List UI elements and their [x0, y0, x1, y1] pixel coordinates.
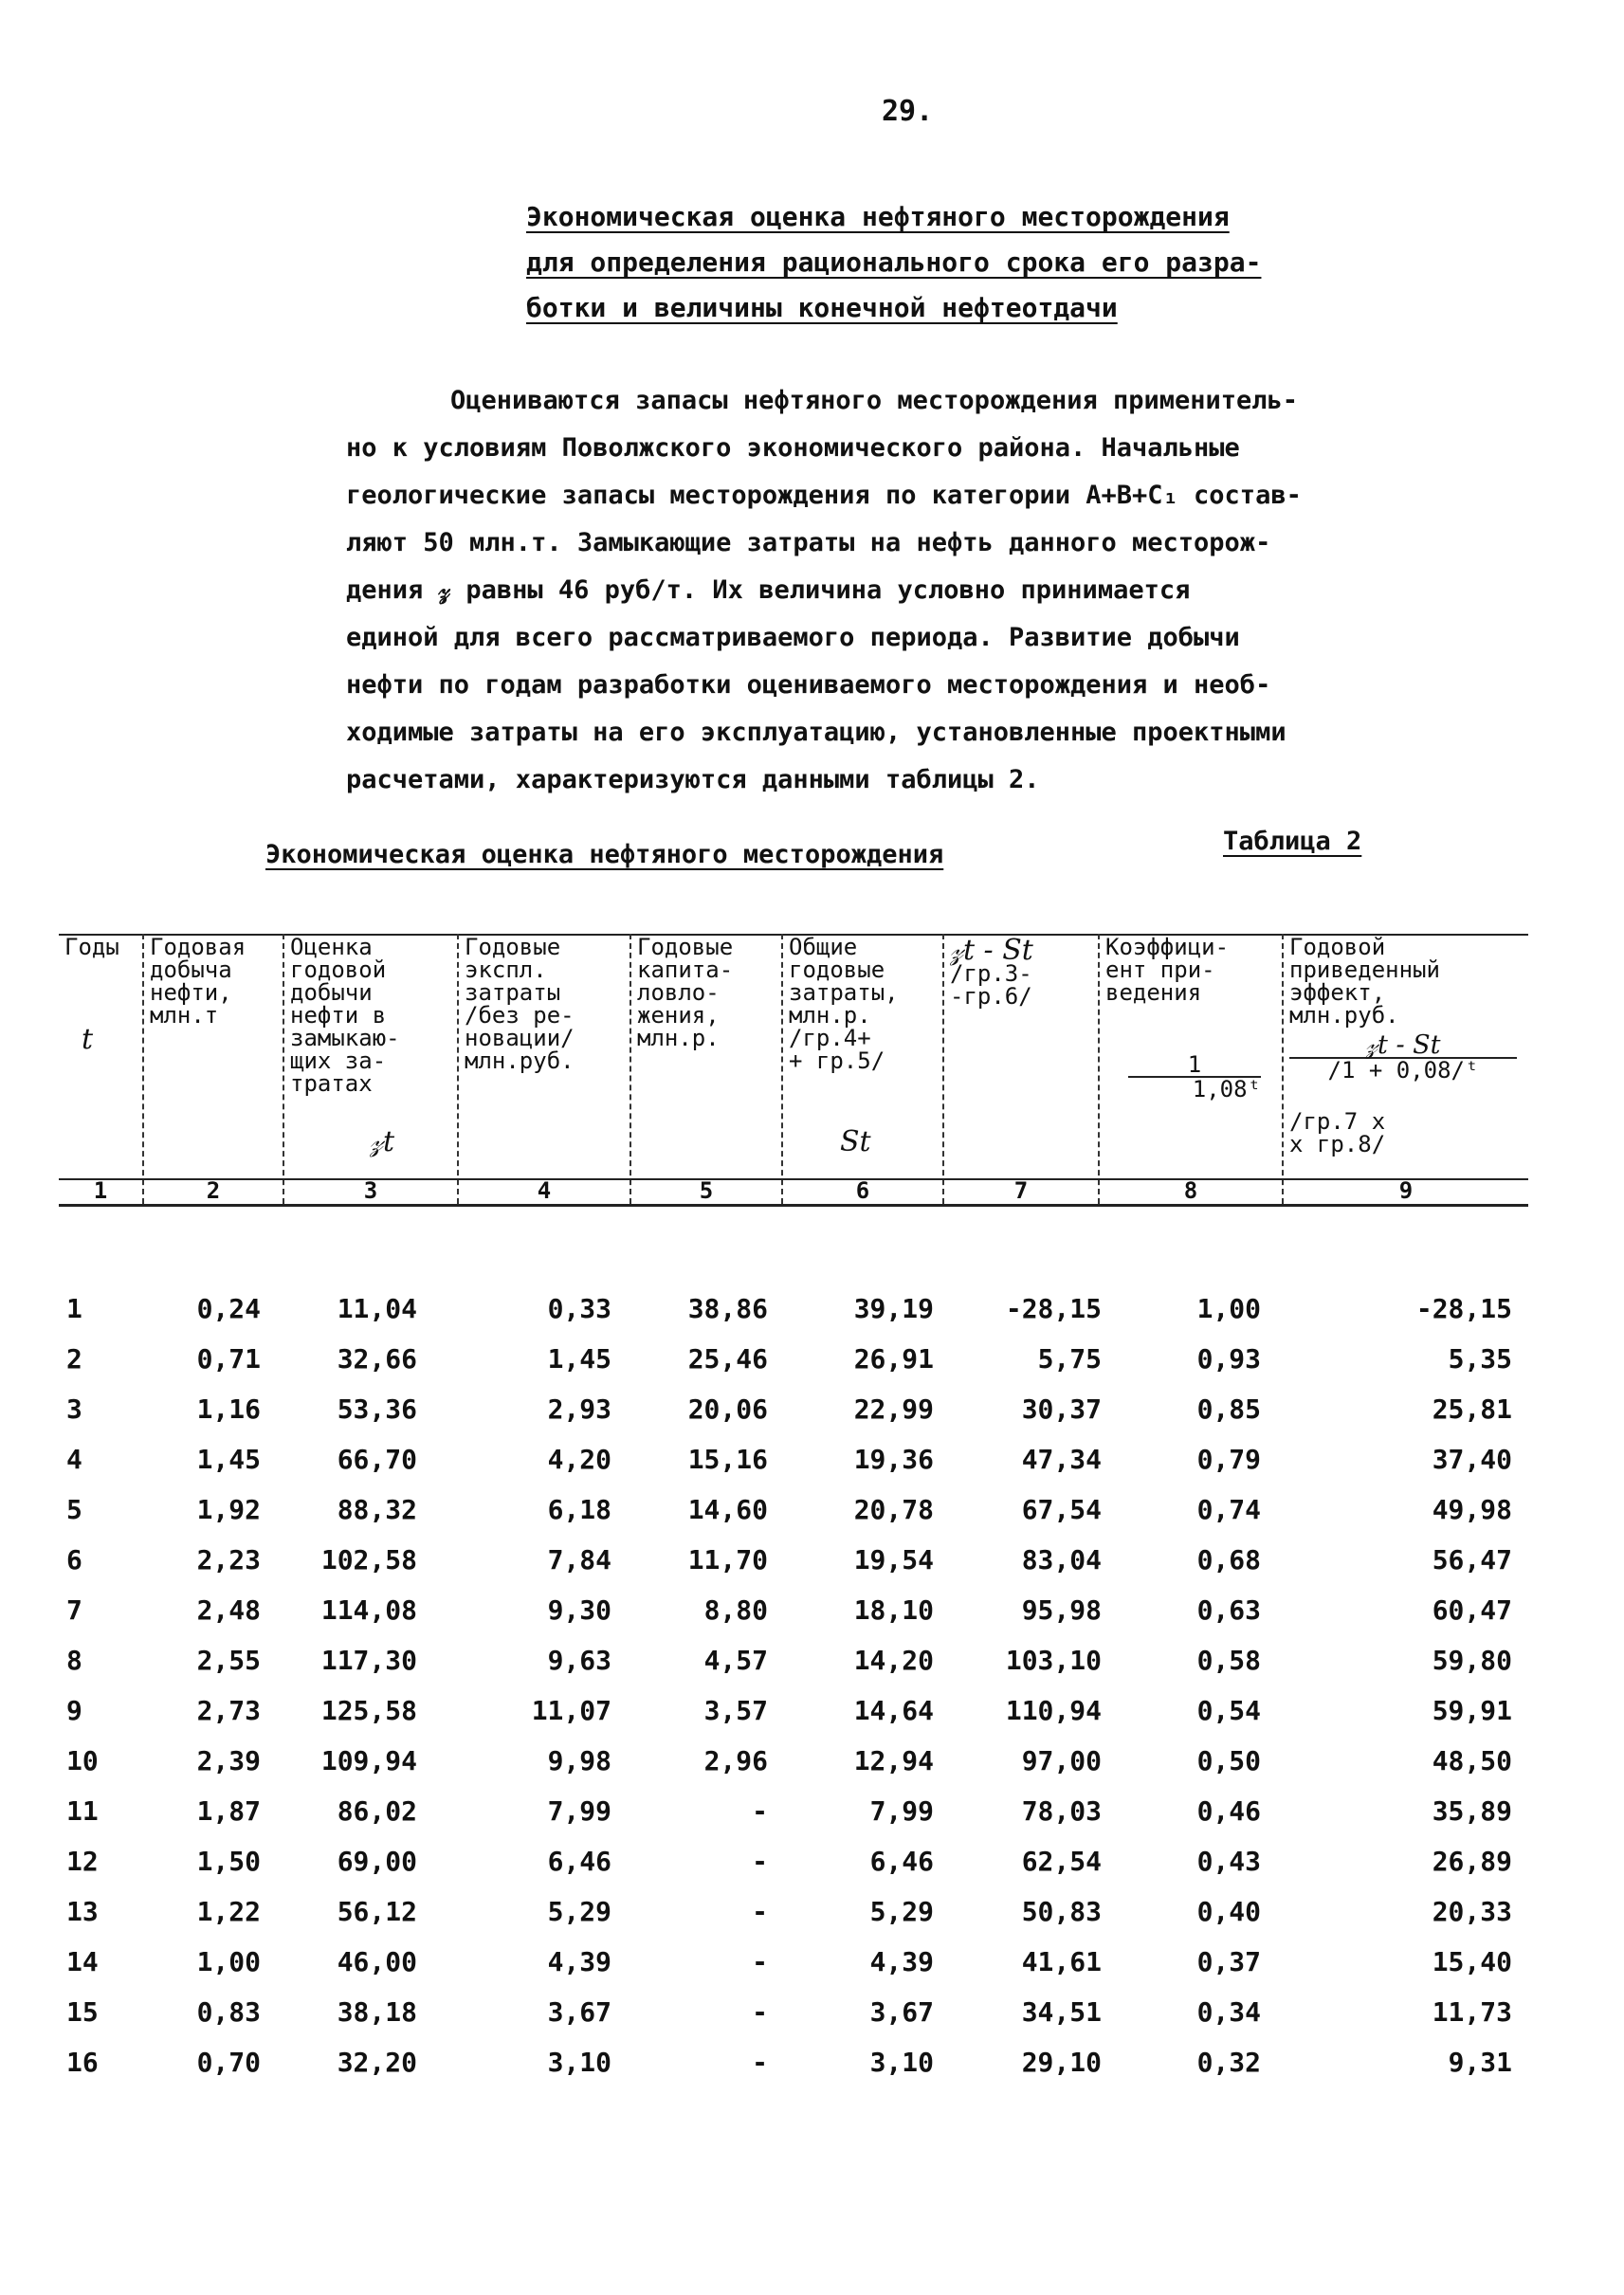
- header-text: Годовые экспл. затраты /без ре- новации/ млн.руб.: [465, 934, 575, 1074]
- fraction-numerator: 1: [1187, 1051, 1202, 1078]
- table-cell: 0,85: [1196, 1393, 1261, 1425]
- table-cell: 26,91: [853, 1343, 934, 1375]
- table-cell: 38,18: [337, 1996, 417, 2028]
- table-cell: 2,93: [547, 1393, 611, 1425]
- column-number: 7: [1013, 1177, 1029, 1204]
- paragraph-line: ходимые затраты на его эксплуатацию, установленные проектными: [346, 718, 1286, 747]
- table-cell: 3,57: [703, 1695, 768, 1726]
- table-cell: -28,15: [1415, 1293, 1512, 1324]
- table-cell: 97,00: [1021, 1745, 1102, 1776]
- header-text: Общие годовые затраты, млн.р. /гр.4+ + гр.5/: [789, 934, 899, 1074]
- table-row: [0, 1594, 1624, 1645]
- table-cell: 47,34: [1021, 1444, 1102, 1475]
- table-cell: 3,10: [547, 2047, 611, 2078]
- fraction-numerator: 𝓏t - St: [1365, 1030, 1441, 1060]
- table-cell: 3,10: [869, 2047, 934, 2078]
- table-cell: 0,34: [1196, 1996, 1261, 2028]
- table-row: [0, 1393, 1624, 1444]
- table-cell: 95,98: [1021, 1594, 1102, 1626]
- table-cell: 0,40: [1196, 1896, 1261, 1927]
- table-cell: 1,16: [196, 1393, 261, 1425]
- table-cell: 7,84: [547, 1544, 611, 1576]
- table-cell: 14,20: [853, 1645, 934, 1676]
- table-cell: 4,57: [703, 1645, 768, 1676]
- table-cell: 1,22: [196, 1896, 261, 1927]
- table-caption: Экономическая оценка нефтяного месторождения: [265, 840, 944, 869]
- table-cell: 5,29: [547, 1896, 611, 1927]
- table-row: [0, 1946, 1624, 1996]
- table-cell: 14,64: [853, 1695, 934, 1726]
- table-cell: 8: [66, 1645, 82, 1676]
- header-number-rule-bottom: [59, 1204, 1528, 1207]
- header-symbol-t: t: [82, 1023, 94, 1056]
- header-text: Оценка годовой добычи нефти в замыкаю- щих за- тратах: [290, 934, 400, 1097]
- table-cell: 1,50: [196, 1846, 261, 1877]
- column-number: 1: [93, 1177, 108, 1204]
- column-number: 9: [1398, 1177, 1414, 1204]
- table-cell: 12,94: [853, 1745, 934, 1776]
- table-cell: 20,33: [1432, 1896, 1512, 1927]
- table-cell: 1,92: [196, 1494, 261, 1525]
- table-cell: 0,32: [1196, 2047, 1261, 2078]
- table-cell: 15,16: [687, 1444, 768, 1475]
- table-cell: 50,83: [1021, 1896, 1102, 1927]
- table-cell: 9,31: [1448, 2047, 1512, 2078]
- table-row: [0, 1846, 1624, 1896]
- table-cell: 1,00: [1196, 1293, 1261, 1324]
- table-cell: 30,37: [1021, 1393, 1102, 1425]
- table-row: [0, 1544, 1624, 1594]
- table-cell: 83,04: [1021, 1544, 1102, 1576]
- header-col-years: [59, 934, 142, 1204]
- table-cell: 11,73: [1432, 1996, 1512, 2028]
- effect-fraction: [1289, 1030, 1517, 1084]
- table-cell: 59,91: [1432, 1695, 1512, 1726]
- table-cell: 7,99: [869, 1795, 934, 1827]
- paragraph-line: расчетами, характеризуются данными таблицы 2.: [346, 765, 1040, 794]
- table-cell: 0,79: [1196, 1444, 1261, 1475]
- table-cell: 0,63: [1196, 1594, 1261, 1626]
- fraction-denominator: 1,08ᵗ: [1128, 1076, 1261, 1101]
- table-cell: 2,23: [196, 1544, 261, 1576]
- header-symbol-st: St: [840, 1125, 871, 1158]
- table-cell: 2,96: [703, 1745, 768, 1776]
- table-cell: 2,55: [196, 1645, 261, 1676]
- table-cell: 53,36: [337, 1393, 417, 1425]
- table-cell: 25,81: [1432, 1393, 1512, 1425]
- table-cell: 78,03: [1021, 1795, 1102, 1827]
- table-cell: 11,04: [337, 1293, 417, 1324]
- table-cell: 9: [66, 1695, 82, 1726]
- table-cell: 49,98: [1432, 1494, 1512, 1525]
- table-row: [0, 1695, 1624, 1745]
- column-number: 6: [855, 1177, 870, 1204]
- header-col-discounted-effect: [1282, 934, 1528, 1204]
- table-cell: 2,39: [196, 1745, 261, 1776]
- table-cell: 48,50: [1432, 1745, 1512, 1776]
- table-cell: 7,99: [547, 1795, 611, 1827]
- table-cell: 67,54: [1021, 1494, 1102, 1525]
- document-title: [526, 194, 1436, 331]
- table-cell: 0,83: [196, 1996, 261, 2028]
- table-cell: 22,99: [853, 1393, 934, 1425]
- table-cell: -28,15: [1005, 1293, 1102, 1324]
- header-col-discount-factor: [1098, 934, 1282, 1204]
- table-cell: 0,46: [1196, 1795, 1261, 1827]
- header-col-opex: [457, 934, 630, 1204]
- title-line: ботки и величины конечной нефтеотдачи: [526, 292, 1118, 323]
- header-text: Годовой приведенный эффект, млн.руб.: [1289, 934, 1440, 1029]
- header-text: Коэффици- ент при- ведения: [1105, 934, 1230, 1006]
- table-cell: -: [752, 1896, 768, 1927]
- table-cell: 15: [66, 1996, 99, 2028]
- table-cell: 5,29: [869, 1896, 934, 1927]
- column-number: 4: [537, 1177, 552, 1204]
- header-col-capex: [630, 934, 781, 1204]
- column-number: 3: [363, 1177, 378, 1204]
- table-cell: 125,58: [320, 1695, 417, 1726]
- title-line: для определения рационального срока его разра-: [526, 246, 1262, 278]
- table-cell: 1: [66, 1293, 82, 1324]
- paragraph-line: ляют 50 млн.т. Замыкающие затраты на нефть данного месторож-: [346, 528, 1271, 557]
- table-cell: 11: [66, 1795, 99, 1827]
- table-cell: 2: [66, 1343, 82, 1375]
- table-cell: 103,10: [1005, 1645, 1102, 1676]
- title-line: Экономическая оценка нефтяного месторождения: [526, 201, 1230, 232]
- table-cell: -: [752, 1946, 768, 1977]
- table-cell: 20,06: [687, 1393, 768, 1425]
- table-cell: 2,48: [196, 1594, 261, 1626]
- table-cell: 0,37: [1196, 1946, 1261, 1977]
- table-cell: 19,36: [853, 1444, 934, 1475]
- table-cell: 56,12: [337, 1896, 417, 1927]
- table-cell: 41,61: [1021, 1946, 1102, 1977]
- header-text: Годы: [64, 934, 119, 960]
- table-cell: 20,78: [853, 1494, 934, 1525]
- header-text: Годовые капита- ловло- жения, млн.р.: [637, 934, 734, 1051]
- table-cell: 3,67: [547, 1996, 611, 2028]
- table-cell: 102,58: [320, 1544, 417, 1576]
- table-cell: 7: [66, 1594, 82, 1626]
- table-row: [0, 1745, 1624, 1795]
- table-cell: 35,89: [1432, 1795, 1512, 1827]
- table-cell: 29,10: [1021, 2047, 1102, 2078]
- table-cell: 34,51: [1021, 1996, 1102, 2028]
- table-cell: 9,63: [547, 1645, 611, 1676]
- table-cell: 0,24: [196, 1293, 261, 1324]
- table-cell: 0,54: [1196, 1695, 1261, 1726]
- header-symbol-zt: 𝓏t: [370, 1125, 395, 1158]
- table-cell: 1,45: [547, 1343, 611, 1375]
- table-cell: 26,89: [1432, 1846, 1512, 1877]
- column-number: 5: [699, 1177, 714, 1204]
- paragraph-line: но к условиям Поволжского экономического района. Начальные: [346, 433, 1240, 463]
- body-paragraph: [346, 377, 1522, 804]
- table-cell: 66,70: [337, 1444, 417, 1475]
- table-cell: 15,40: [1432, 1946, 1512, 1977]
- table-cell: 32,66: [337, 1343, 417, 1375]
- table-cell: 6,46: [547, 1846, 611, 1877]
- table-header: [59, 934, 1528, 1209]
- table-cell: 32,20: [337, 2047, 417, 2078]
- table-cell: 5,75: [1037, 1343, 1102, 1375]
- table-row: [0, 1795, 1624, 1846]
- header-col-production: [142, 934, 283, 1204]
- table-cell: 9,98: [547, 1745, 611, 1776]
- table-body: [0, 1293, 1624, 2097]
- paragraph-line: нефти по годам разработки оцениваемого месторождения и необ-: [346, 670, 1271, 700]
- table-cell: 0,70: [196, 2047, 261, 2078]
- table-cell: -: [752, 1795, 768, 1827]
- table-cell: 19,54: [853, 1544, 934, 1576]
- table-cell: 88,32: [337, 1494, 417, 1525]
- header-col-valuation: [283, 934, 457, 1204]
- table-cell: 16: [66, 2047, 99, 2078]
- table-cell: 12: [66, 1846, 99, 1877]
- table-cell: 5,35: [1448, 1343, 1512, 1375]
- table-cell: 0,33: [547, 1293, 611, 1324]
- table-cell: 6: [66, 1544, 82, 1576]
- table-row: [0, 1343, 1624, 1393]
- table-row: [0, 1494, 1624, 1544]
- table-cell: 117,30: [320, 1645, 417, 1676]
- table-row: [0, 1444, 1624, 1494]
- table-cell: 37,40: [1432, 1444, 1512, 1475]
- table-cell: 4,39: [869, 1946, 934, 1977]
- table-cell: 5: [66, 1494, 82, 1525]
- table-cell: 0,71: [196, 1343, 261, 1375]
- table-cell: -: [752, 2047, 768, 2078]
- table-cell: 59,80: [1432, 1645, 1512, 1676]
- fraction-denominator: /1 + 0,08/ᵗ: [1289, 1057, 1517, 1082]
- table-cell: 10: [66, 1745, 99, 1776]
- page-number: 29.: [882, 95, 934, 128]
- table-cell: 9,30: [547, 1594, 611, 1626]
- table-cell: 39,19: [853, 1293, 934, 1324]
- table-cell: 3,67: [869, 1996, 934, 2028]
- table-cell: 6,46: [869, 1846, 934, 1877]
- table-row: [0, 1996, 1624, 2047]
- paragraph-line: геологические запасы месторождения по категории A+B+C₁ состав-: [346, 481, 1302, 510]
- table-cell: 1,00: [196, 1946, 261, 1977]
- header-text-tail: /гр.7 x x гр.8/: [1289, 1108, 1386, 1157]
- table-row: [0, 1293, 1624, 1343]
- paragraph-line: единой для всего рассматриваемого периода. Развитие добычи: [346, 623, 1240, 652]
- table-cell: 11,07: [531, 1695, 611, 1726]
- table-row: [0, 1896, 1624, 1946]
- paragraph-line: дения 𝓏 равны 46 руб/т. Их величина условно принимается: [346, 575, 1191, 605]
- table-cell: 4: [66, 1444, 82, 1475]
- table-row: [0, 2047, 1624, 2097]
- table-label: Таблица 2: [1223, 827, 1362, 856]
- header-number-rule-top: [59, 1178, 1528, 1180]
- table-cell: 14,60: [687, 1494, 768, 1525]
- table-cell: 69,00: [337, 1846, 417, 1877]
- table-cell: 56,47: [1432, 1544, 1512, 1576]
- table-cell: 14: [66, 1946, 99, 1977]
- table-cell: 0,93: [1196, 1343, 1261, 1375]
- table-cell: 109,94: [320, 1745, 417, 1776]
- table-cell: 1,45: [196, 1444, 261, 1475]
- paragraph-line: Оцениваются запасы нефтяного месторождения применитель-: [450, 386, 1299, 415]
- table-cell: 0,68: [1196, 1544, 1261, 1576]
- table-cell: 38,86: [687, 1293, 768, 1324]
- table-cell: 110,94: [1005, 1695, 1102, 1726]
- header-text: /гр.3- -гр.6/: [950, 960, 1032, 1010]
- table-row: [0, 1645, 1624, 1695]
- table-cell: 18,10: [853, 1594, 934, 1626]
- table-cell: 6,18: [547, 1494, 611, 1525]
- header-col-difference: [942, 934, 1098, 1204]
- table-cell: 8,80: [703, 1594, 768, 1626]
- table-cell: 60,47: [1432, 1594, 1512, 1626]
- table-cell: 4,39: [547, 1946, 611, 1977]
- table-cell: 25,46: [687, 1343, 768, 1375]
- table-cell: 0,50: [1196, 1745, 1261, 1776]
- table-cell: 46,00: [337, 1946, 417, 1977]
- table-cell: 3: [66, 1393, 82, 1425]
- table-cell: 0,58: [1196, 1645, 1261, 1676]
- header-text: Годовая добыча нефти, млн.т: [150, 934, 246, 1029]
- column-number: 8: [1183, 1177, 1198, 1204]
- table-cell: -: [752, 1996, 768, 2028]
- table-cell: 114,08: [320, 1594, 417, 1626]
- table-cell: 1,87: [196, 1795, 261, 1827]
- table-cell: 11,70: [687, 1544, 768, 1576]
- table-cell: 62,54: [1021, 1846, 1102, 1877]
- table-cell: 2,73: [196, 1695, 261, 1726]
- table-cell: -: [752, 1846, 768, 1877]
- table-cell: 86,02: [337, 1795, 417, 1827]
- table-cell: 4,20: [547, 1444, 611, 1475]
- table-cell: 13: [66, 1896, 99, 1927]
- table-cell: 0,43: [1196, 1846, 1261, 1877]
- header-symbol-zt-st: 𝓏t - St: [950, 934, 1033, 967]
- table-cell: 0,74: [1196, 1494, 1261, 1525]
- header-col-total-costs: [781, 934, 942, 1204]
- discount-fraction: [1128, 1053, 1261, 1101]
- column-number: 2: [206, 1177, 221, 1204]
